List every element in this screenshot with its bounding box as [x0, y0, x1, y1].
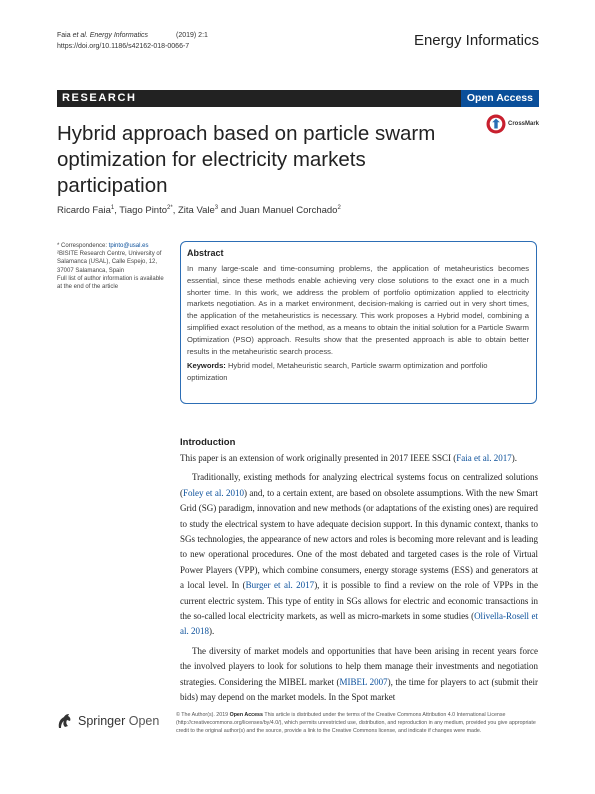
article-type-label: RESEARCH	[62, 92, 137, 104]
affiliation-more-info: Full list of author information is available at the end of the article	[57, 275, 164, 291]
paragraph	[180, 644, 538, 706]
author-list	[57, 205, 341, 216]
text-run: ).	[209, 626, 215, 637]
paragraph	[180, 451, 538, 466]
crossmark-badge[interactable]	[486, 114, 544, 136]
springer-open-wordmark	[78, 714, 159, 728]
author-affil-mark: 2*	[167, 205, 173, 211]
citation-volume: (2019) 2:1	[176, 32, 208, 39]
text-run: This paper is an extension of work originally presented in 2017 IEEE SSCI (	[180, 453, 457, 463]
citation-line	[57, 31, 148, 41]
text-run: The diversity of market models and opportunities that have been arising in recent years force the involved players to look for solutions to help them manage their investments and negotiation strategies. Considering the MIBEL market (	[180, 645, 538, 687]
author-name: and Juan Manuel Corchado	[218, 205, 338, 217]
affiliation-address: ²BISITE Research Centre, University of Salamanca (USAL), Calle Espejo, 12, 37007 Salamanca, Spain	[57, 251, 162, 274]
citation-link[interactable]: Faia et al. 2017	[456, 453, 512, 463]
correspondence-email[interactable]: tpinto@usal.es	[108, 243, 149, 249]
citation-link[interactable]: Burger et al. 2017	[245, 580, 315, 591]
text-run: ), it is possible to find a review on the role of VPPs in the current electric system. This type of entity in SGs allows for electric and economic transactions in the so-called local electricity markets, as well as micro-markets in some studies (	[180, 580, 538, 622]
text-run: Traditionally, existing methods for analyzing electrical systems focus on centralized solutions (	[180, 472, 538, 498]
correspondence-label: * Correspondence:	[57, 243, 108, 249]
citation-authors: Faia	[57, 32, 71, 39]
keywords-label: Keywords:	[187, 361, 226, 371]
text-run: ), the time for players to act (submit their bids) may depend on the market models. In the Spot market	[180, 676, 538, 703]
abstract-heading: Abstract	[187, 248, 224, 258]
article-title: Hybrid approach based on particle swarm optimization for electricity markets participation	[57, 122, 436, 197]
citation-link[interactable]: Foley et al. 2010	[183, 487, 244, 498]
doi-link[interactable]: https://doi.org/10.1186/s42162-018-0066-7	[57, 43, 190, 50]
text-run: ) and, to a certain extent, are based on obsolete assumptions. With the new Smart Grid (SG) paradigm, innovation and new methods (or adaptations of the existing ones) are required to study the electrical system to have adequate decision support. In this dynamic context, thanks to SGs technologies, the appearance of new actors and roles is becoming more relevant and is leading to new operational procedures. One of the most debated and targeted cases is the role of Virtual Power Players (VPP), which combine consumers, energy storage systems (ESS) and generators at a local level. In (	[180, 487, 538, 591]
license-note	[176, 711, 541, 735]
author-affil-mark: 3	[214, 205, 219, 211]
author-name: Ricardo Faia	[57, 205, 111, 217]
citation-journal: et al. Energy Informatics	[72, 32, 149, 39]
open-access-badge: Open Access	[461, 90, 539, 107]
springer-open-logo	[55, 710, 170, 732]
citation-link[interactable]: Olivella-Rosell et al. 2018	[180, 611, 538, 637]
journal-name: Energy Informatics	[413, 32, 539, 49]
keywords-list: Hybrid model, Metaheuristic search, Particle swarm optimization and portfolio optimization	[187, 361, 488, 383]
section-heading-introduction: Introduction	[180, 437, 236, 448]
open-word: Open	[125, 714, 160, 728]
affiliation-note	[57, 242, 167, 291]
keywords	[187, 360, 529, 384]
springer-horse-icon	[55, 711, 75, 731]
crossmark-icon	[486, 114, 506, 134]
paragraph	[180, 470, 538, 639]
abstract-text: In many large-scale and time-consuming problems, the application of metaheuristics becomes essential, since these methods enable achieving very close solutions to the exact one in a much shorter time. In this work, we address the problem of portfolio optimization applied to electricity markets negotiation. As in a market environment, decision-making is carried out in very short times, the application of the metaheuristics is necessary. This work proposes a Hybrid model, combining a simplified exact resolution of the method, as a means to obtain the initial solution for a Particle Swarm Optimization (PSO) approach. Results show that the presented approach is able to obtain better results in the metaheuristic search process.	[187, 264, 529, 356]
article-type-bar	[57, 90, 539, 107]
abstract-box	[180, 241, 537, 404]
citation-link[interactable]: MIBEL 2007	[339, 676, 388, 687]
text-run: ).	[511, 453, 517, 463]
springer-word: Springer	[78, 714, 126, 728]
crossmark-label: CrossMark	[508, 121, 540, 127]
author-affil-mark: 1	[110, 205, 115, 211]
author-name: , Zita Vale	[172, 205, 215, 217]
text-run: © The Author(s). 2019	[176, 712, 230, 718]
body-text	[180, 451, 538, 710]
author-name: , Tiago Pinto	[114, 205, 168, 217]
text-run: This article is distributed under the terms of the Creative Commons Attribution 4.0 International License (http://creativecommons.org/licenses/by/4.0/), which permits unrestricted use, distribution, and reproduction in any medium, provided you give appropriate credit to the original author(s) and the source, provide a link to the Creative Commons license, and indicate if changes were made.	[176, 712, 536, 734]
author-affil-mark: 2	[337, 205, 341, 211]
open-access-label: Open Access	[229, 712, 263, 718]
